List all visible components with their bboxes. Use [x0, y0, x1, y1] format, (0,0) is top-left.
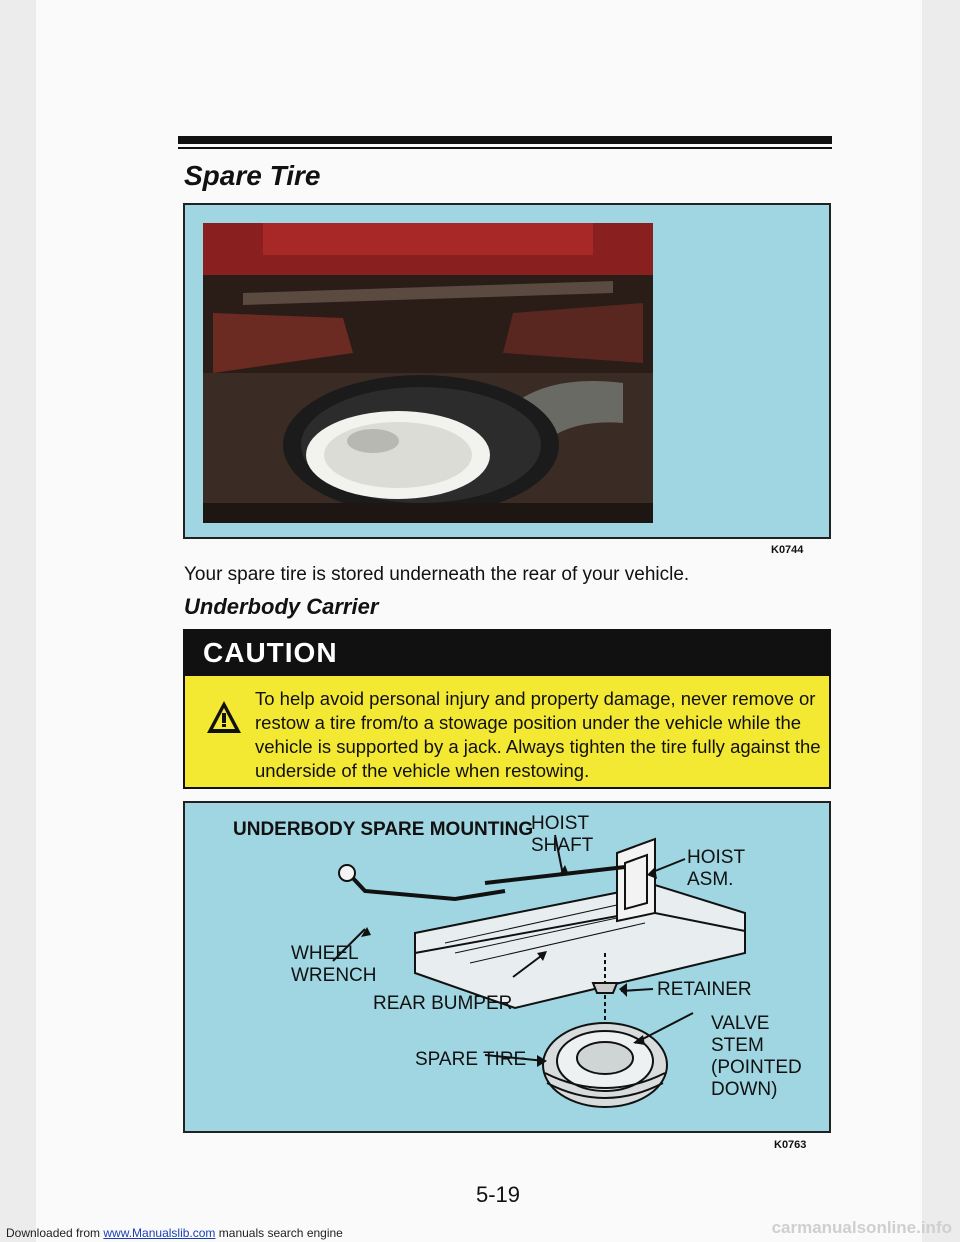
top-rule: [178, 136, 832, 144]
footer-prefix: Downloaded from: [6, 1226, 104, 1240]
caution-text: To help avoid personal injury and property damage, never remove or restow a tire from/to a stowage position under the vehicle while the vehicle is supported by a jack. Always tighten the tire fully against the underside of the vehicle when restowing.: [255, 688, 821, 781]
label-valve-stem: VALVE STEM (POINTED DOWN): [711, 1013, 802, 1100]
label-spare-tire: SPARE TIRE: [415, 1049, 527, 1070]
page-number: 5-19: [476, 1182, 521, 1207]
warning-triangle-icon: [205, 699, 243, 735]
manualslib-link[interactable]: www.Manualslib.com: [103, 1226, 216, 1240]
section-title: Spare Tire: [184, 160, 321, 191]
label-hoist-asm: HOIST ASM.: [687, 847, 746, 890]
label-wheel-wrench: WHEEL WRENCH: [291, 943, 377, 986]
photo-figure-code: K0744: [771, 544, 804, 556]
label-hoist-shaft: HOIST SHAFT: [531, 813, 594, 856]
label-retainer: RETAINER: [657, 979, 752, 1000]
spare-tire-photo: [203, 223, 653, 523]
caution-box: [183, 629, 831, 789]
subsection-title: Underbody Carrier: [184, 594, 379, 619]
spare-tire-photo-frame: [183, 203, 831, 539]
diagram-title: UNDERBODY SPARE MOUNTING: [233, 819, 534, 840]
watermark: carmanualsonline.info: [771, 1218, 952, 1237]
manual-page: [36, 0, 922, 1242]
caution-header: [185, 631, 829, 676]
caution-label: CAUTION: [203, 637, 338, 668]
body-text: Your spare tire is stored underneath the rear of your vehicle.: [184, 564, 690, 585]
download-footer: [6, 1226, 343, 1240]
top-rule-thin: [178, 147, 832, 149]
diagram-figure-code: K0763: [774, 1139, 807, 1151]
underbody-spare-diagram: [183, 801, 831, 1133]
footer-suffix: manuals search engine: [215, 1226, 343, 1240]
label-rear-bumper: REAR BUMPER: [373, 993, 513, 1014]
